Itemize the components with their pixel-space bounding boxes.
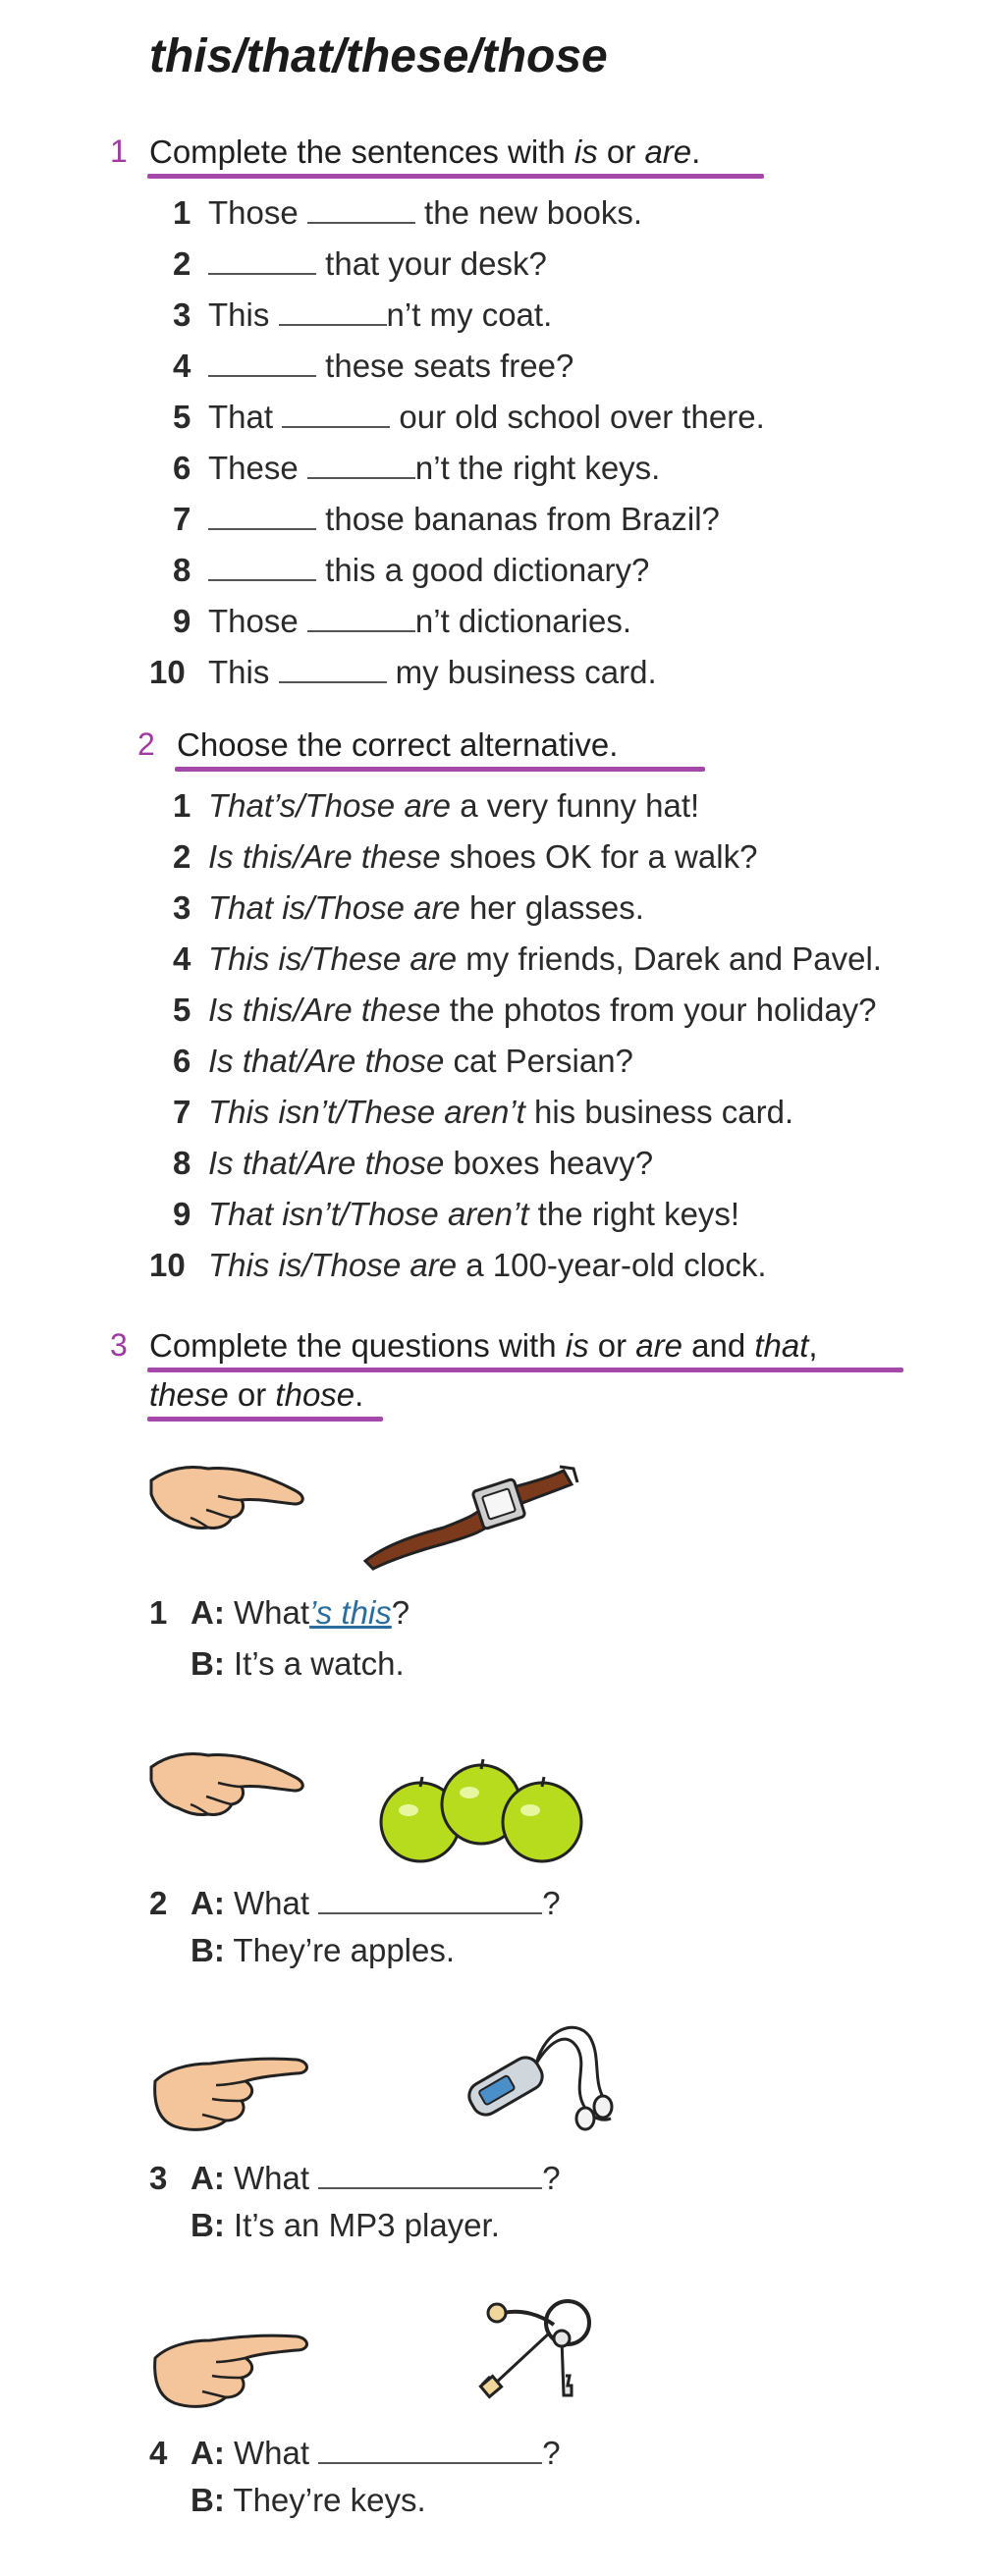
- exercise-1-heading-underline: [147, 174, 764, 179]
- ex2-item: 8 Is that/Are those boxes heavy?: [173, 1145, 654, 1181]
- exercise-3-heading-line-2: these or those.: [149, 1376, 364, 1413]
- alternative-choice[interactable]: Is that/Are those: [208, 1043, 445, 1079]
- ex1-item: 8 this a good dictionary?: [173, 552, 650, 588]
- alternative-choice[interactable]: This isn’t/These aren’t: [208, 1094, 525, 1130]
- ex3-item-2-question: 2 A: What ?: [149, 1885, 561, 1921]
- exercise-2-heading: Choose the correct alternative.: [177, 726, 619, 763]
- ex3-item-1-question: 1 A: What’s this?: [149, 1594, 410, 1631]
- exercise-1-number: 1: [110, 134, 128, 169]
- exercise-3-heading-underline-2: [147, 1417, 383, 1422]
- answer-blank[interactable]: [318, 1883, 542, 1914]
- alternative-choice[interactable]: Is this/Are these: [208, 992, 441, 1028]
- ex2-item: 1 That’s/Those are a very funny hat!: [173, 787, 700, 824]
- answer-blank[interactable]: [208, 499, 316, 530]
- alternative-choice[interactable]: Is that/Are those: [208, 1145, 445, 1181]
- watch-icon: [355, 1463, 581, 1571]
- answer-blank[interactable]: [307, 448, 415, 479]
- ex1-item: 4 these seats free?: [173, 348, 574, 384]
- ex3-item-4-question: 4 A: What ?: [149, 2435, 561, 2471]
- pointing-hand-icon: [149, 2042, 316, 2140]
- ex3-item-4-answer: B: They’re keys.: [191, 2482, 426, 2518]
- exercise-1-heading: Complete the sentences with is or are.: [149, 134, 701, 170]
- ex2-item: 4 This is/These are my friends, Darek and Pavel.: [173, 940, 882, 977]
- ex2-item: 10 This is/Those are a 100-year-old clock.: [149, 1247, 767, 1283]
- pointing-hand-icon: [149, 2319, 316, 2417]
- answer-blank[interactable]: [279, 295, 387, 326]
- exercise-2-heading-underline: [175, 767, 705, 772]
- answer-blank[interactable]: [279, 652, 387, 683]
- ex1-item: 2 that your desk?: [173, 245, 547, 282]
- alternative-choice[interactable]: This is/These are: [208, 940, 458, 977]
- alternative-choice[interactable]: That isn’t/Those aren’t: [208, 1196, 529, 1232]
- answer-blank[interactable]: [208, 243, 316, 275]
- ex3-item-3-answer: B: It’s an MP3 player.: [191, 2207, 500, 2243]
- ex3-item-1-answer: B: It’s a watch.: [191, 1645, 405, 1682]
- keys-icon: [475, 2293, 613, 2401]
- exercise-3-heading-line-1: Complete the questions with is or are and that,: [149, 1327, 818, 1364]
- answer-blank[interactable]: [318, 2158, 542, 2189]
- ex3-item-2-answer: B: They’re apples.: [191, 1932, 456, 1968]
- answer-blank[interactable]: [307, 192, 415, 224]
- answer-blank[interactable]: [208, 550, 316, 581]
- answer-blank[interactable]: [282, 397, 390, 428]
- page-title: this/that/these/those: [149, 30, 608, 82]
- ex3-item-3-question: 3 A: What ?: [149, 2160, 561, 2196]
- ex1-item: 10 This my business card.: [149, 654, 657, 690]
- ex2-item: 3 That is/Those are her glasses.: [173, 889, 644, 926]
- ex1-item: 6 These n’t the right keys.: [173, 450, 661, 486]
- ex1-item: 1 Those the new books.: [173, 194, 643, 231]
- ex2-item: 5 Is this/Are these the photos from your holiday?: [173, 992, 877, 1028]
- apples-icon: [371, 1757, 597, 1875]
- ex1-item: 3 This n’t my coat.: [173, 296, 553, 333]
- pointing-hand-icon: [147, 1451, 324, 1539]
- ex2-item: 6 Is that/Are those cat Persian?: [173, 1043, 633, 1079]
- alternative-choice[interactable]: This is/Those are: [208, 1247, 458, 1283]
- exercise-3-number: 3: [110, 1327, 128, 1363]
- ex2-item: 9 That isn’t/Those aren’t the right keys!: [173, 1196, 740, 1232]
- answer-blank[interactable]: [318, 2433, 542, 2464]
- ex1-item: 9 Those n’t dictionaries.: [173, 603, 631, 639]
- ex2-item: 7 This isn’t/These aren’t his business card.: [173, 1094, 794, 1130]
- alternative-choice[interactable]: That’s/Those are: [208, 787, 452, 824]
- pointing-hand-icon: [147, 1738, 324, 1826]
- answer-blank[interactable]: [307, 601, 415, 632]
- answer-blank[interactable]: [208, 346, 316, 377]
- alternative-choice[interactable]: That is/Those are: [208, 889, 461, 926]
- mp3-player-icon: [458, 2009, 625, 2136]
- exercise-2-number: 2: [137, 726, 155, 762]
- example-answer: ’s this: [309, 1594, 392, 1631]
- ex1-item: 5 That our old school over there.: [173, 399, 765, 435]
- exercise-3-heading-underline-1: [147, 1368, 903, 1372]
- ex2-item: 2 Is this/Are these shoes OK for a walk?: [173, 838, 758, 875]
- ex1-item: 7 those bananas from Brazil?: [173, 501, 720, 537]
- alternative-choice[interactable]: Is this/Are these: [208, 838, 441, 875]
